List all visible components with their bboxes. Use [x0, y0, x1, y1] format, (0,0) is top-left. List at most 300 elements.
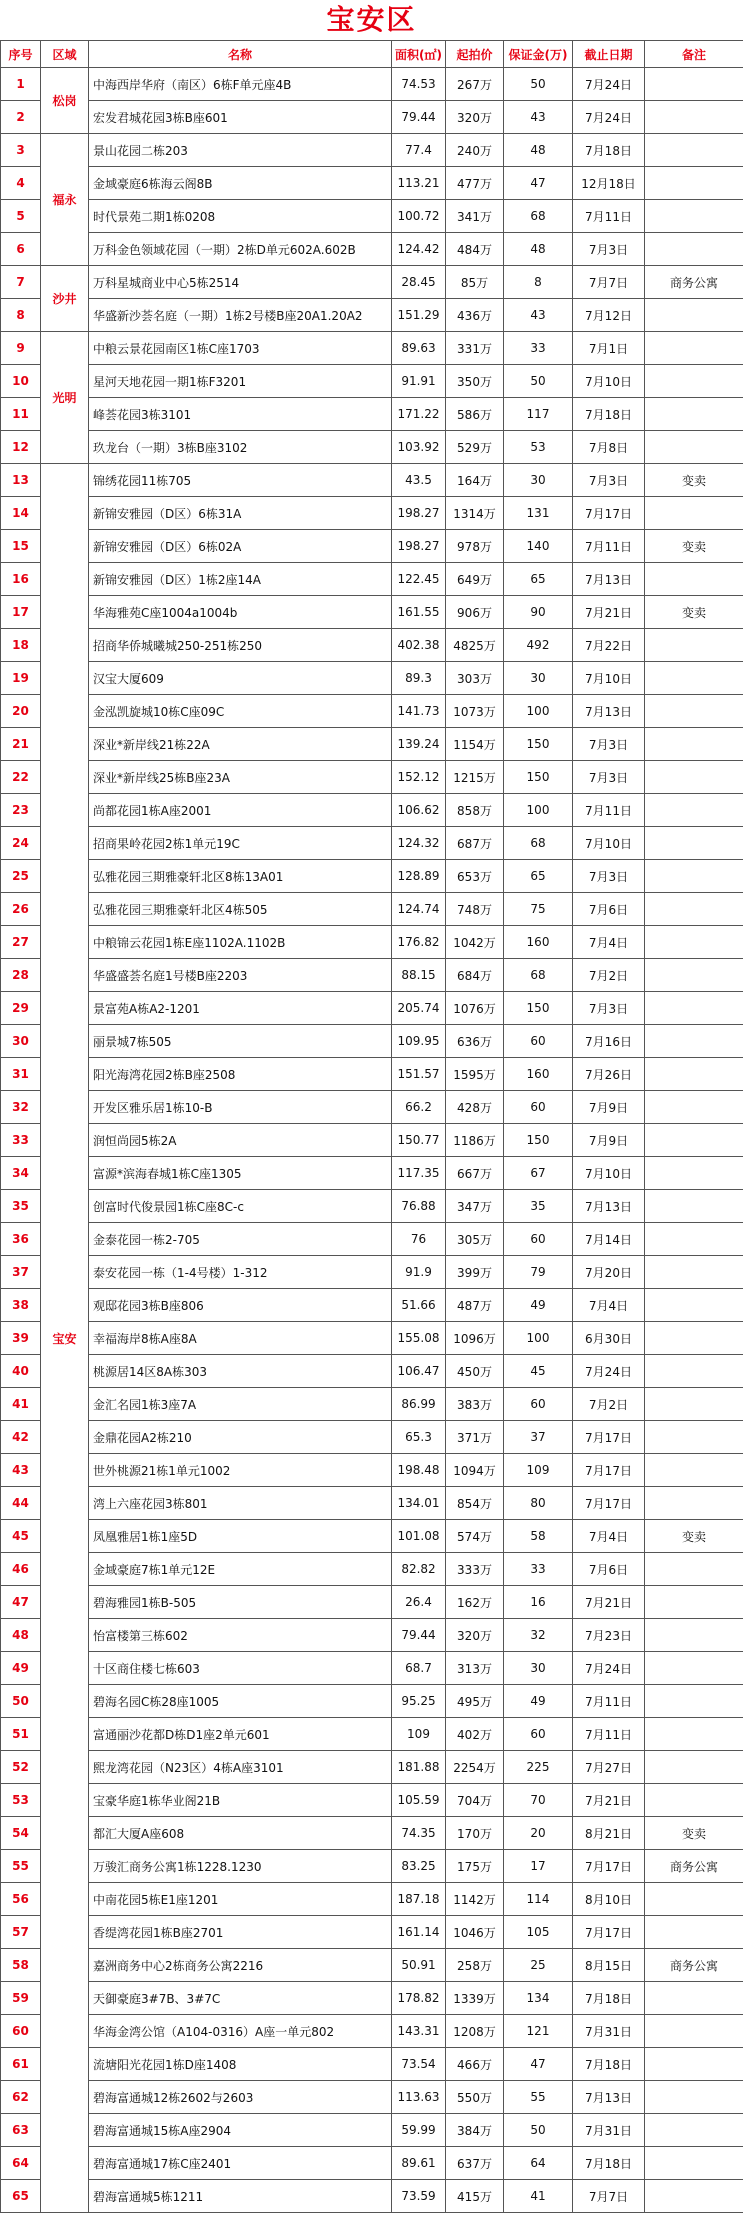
note — [645, 332, 743, 365]
table-row — [1, 1652, 743, 1685]
row-index: 38 — [1, 1289, 41, 1322]
deposit: 100 — [504, 794, 573, 827]
area: 402.38 — [392, 629, 446, 662]
row-index: 44 — [1, 1487, 41, 1520]
property-name: 金鼎花园A2栋210 — [89, 1421, 392, 1454]
start-price: 331万 — [446, 332, 504, 365]
deposit: 37 — [504, 1421, 573, 1454]
area: 100.72 — [392, 200, 446, 233]
start-price: 415万 — [446, 2180, 504, 2213]
deadline: 7月3日 — [573, 761, 645, 794]
property-name: 泰安花园一栋（1-4号楼）1-312 — [89, 1256, 392, 1289]
start-price: 649万 — [446, 563, 504, 596]
property-name: 弘雅花园三期雅豪轩北区4栋505 — [89, 893, 392, 926]
deadline: 7月13日 — [573, 2081, 645, 2114]
area: 134.01 — [392, 1487, 446, 1520]
deadline: 7月6日 — [573, 893, 645, 926]
row-index: 14 — [1, 497, 41, 530]
property-name: 碧海雅园1栋B-505 — [89, 1586, 392, 1619]
table-row — [1, 167, 743, 200]
deposit: 47 — [504, 167, 573, 200]
row-index: 48 — [1, 1619, 41, 1652]
deposit: 35 — [504, 1190, 573, 1223]
note — [645, 1025, 743, 1058]
note: 变卖 — [645, 1520, 743, 1553]
deadline: 7月4日 — [573, 1289, 645, 1322]
start-price: 1339万 — [446, 1982, 504, 2015]
row-index: 21 — [1, 728, 41, 761]
property-name: 怡富楼第三栋602 — [89, 1619, 392, 1652]
start-price: 529万 — [446, 431, 504, 464]
deposit: 50 — [504, 68, 573, 101]
area: 171.22 — [392, 398, 446, 431]
start-price: 341万 — [446, 200, 504, 233]
start-price: 1076万 — [446, 992, 504, 1025]
deadline: 8月21日 — [573, 1817, 645, 1850]
note — [645, 2015, 743, 2048]
note — [645, 1916, 743, 1949]
area: 151.57 — [392, 1058, 446, 1091]
deposit: 150 — [504, 728, 573, 761]
property-name: 开发区雅乐居1栋10-B — [89, 1091, 392, 1124]
row-index: 23 — [1, 794, 41, 827]
area: 181.88 — [392, 1751, 446, 1784]
note — [645, 2114, 743, 2147]
header-area: 面积(㎡) — [392, 41, 446, 68]
deadline: 7月17日 — [573, 1421, 645, 1454]
header-row — [1, 41, 743, 68]
area: 106.47 — [392, 1355, 446, 1388]
table-row — [1, 2114, 743, 2147]
area: 103.92 — [392, 431, 446, 464]
note — [645, 695, 743, 728]
row-index: 28 — [1, 959, 41, 992]
area: 105.59 — [392, 1784, 446, 1817]
note — [645, 2081, 743, 2114]
note — [645, 1058, 743, 1091]
property-name: 景山花园二栋203 — [89, 134, 392, 167]
table-row — [1, 2147, 743, 2180]
row-index: 34 — [1, 1157, 41, 1190]
deposit: 50 — [504, 2114, 573, 2147]
property-name: 中南花园5栋E1座1201 — [89, 1883, 392, 1916]
row-index: 41 — [1, 1388, 41, 1421]
row-index: 10 — [1, 365, 41, 398]
area: 178.82 — [392, 1982, 446, 2015]
note — [645, 1883, 743, 1916]
area: 124.32 — [392, 827, 446, 860]
deposit: 131 — [504, 497, 573, 530]
deposit: 43 — [504, 299, 573, 332]
area: 89.3 — [392, 662, 446, 695]
row-index: 50 — [1, 1685, 41, 1718]
deadline: 7月8日 — [573, 431, 645, 464]
note — [645, 1487, 743, 1520]
row-index: 64 — [1, 2147, 41, 2180]
row-index: 26 — [1, 893, 41, 926]
property-name: 十区商住楼七栋603 — [89, 1652, 392, 1685]
area: 117.35 — [392, 1157, 446, 1190]
table-row — [1, 1256, 743, 1289]
note — [645, 662, 743, 695]
property-name: 新锦安雅园（D区）6栋02A — [89, 530, 392, 563]
table-row — [1, 530, 743, 563]
area: 74.35 — [392, 1817, 446, 1850]
start-price: 162万 — [446, 1586, 504, 1619]
area: 79.44 — [392, 1619, 446, 1652]
deposit: 68 — [504, 827, 573, 860]
table-row — [1, 1619, 743, 1652]
row-index: 36 — [1, 1223, 41, 1256]
table-row — [1, 2015, 743, 2048]
note — [645, 860, 743, 893]
note — [645, 101, 743, 134]
row-index: 59 — [1, 1982, 41, 2015]
deposit: 160 — [504, 926, 573, 959]
start-price: 436万 — [446, 299, 504, 332]
note — [645, 134, 743, 167]
deposit: 47 — [504, 2048, 573, 2081]
area: 83.25 — [392, 1850, 446, 1883]
table-row — [1, 827, 743, 860]
table-row — [1, 1817, 743, 1850]
table-row — [1, 266, 743, 299]
row-index: 54 — [1, 1817, 41, 1850]
deadline: 12月18日 — [573, 167, 645, 200]
area: 51.66 — [392, 1289, 446, 1322]
deposit: 48 — [504, 233, 573, 266]
property-name: 金域豪庭7栋1单元12E — [89, 1553, 392, 1586]
note — [645, 761, 743, 794]
deposit: 150 — [504, 1124, 573, 1157]
deposit: 100 — [504, 1322, 573, 1355]
region-cell: 松岗 — [41, 68, 89, 134]
start-price: 4825万 — [446, 629, 504, 662]
row-index: 31 — [1, 1058, 41, 1091]
deadline: 7月12日 — [573, 299, 645, 332]
start-price: 484万 — [446, 233, 504, 266]
property-name: 锦绣花园11栋705 — [89, 464, 392, 497]
property-name: 中海西岸华府（南区）6栋F单元座4B — [89, 68, 392, 101]
deposit: 48 — [504, 134, 573, 167]
note — [645, 1223, 743, 1256]
deadline: 7月16日 — [573, 1025, 645, 1058]
deadline: 7月26日 — [573, 1058, 645, 1091]
note — [645, 497, 743, 530]
property-name: 新锦安雅园（D区）1栋2座14A — [89, 563, 392, 596]
deposit: 65 — [504, 860, 573, 893]
row-index: 2 — [1, 101, 41, 134]
row-index: 58 — [1, 1949, 41, 1982]
table-row — [1, 1883, 743, 1916]
start-price: 1046万 — [446, 1916, 504, 1949]
property-name: 凤凰雅居1栋1座5D — [89, 1520, 392, 1553]
deadline: 7月18日 — [573, 2048, 645, 2081]
deposit: 64 — [504, 2147, 573, 2180]
property-name: 万科金色领域花园（一期）2栋D单元602A.602B — [89, 233, 392, 266]
table-row — [1, 695, 743, 728]
start-price: 258万 — [446, 1949, 504, 1982]
deposit: 50 — [504, 365, 573, 398]
area: 106.62 — [392, 794, 446, 827]
deadline: 7月9日 — [573, 1091, 645, 1124]
area: 73.54 — [392, 2048, 446, 2081]
table-row — [1, 1553, 743, 1586]
note — [645, 1091, 743, 1124]
table-row — [1, 926, 743, 959]
table-row — [1, 497, 743, 530]
start-price: 305万 — [446, 1223, 504, 1256]
deposit: 45 — [504, 1355, 573, 1388]
area: 91.9 — [392, 1256, 446, 1289]
table-row — [1, 761, 743, 794]
row-index: 42 — [1, 1421, 41, 1454]
table-row — [1, 1685, 743, 1718]
note — [645, 2147, 743, 2180]
area: 198.27 — [392, 497, 446, 530]
deposit: 134 — [504, 1982, 573, 2015]
area: 176.82 — [392, 926, 446, 959]
property-name: 金泓凯旋城10栋C座09C — [89, 695, 392, 728]
note — [645, 1421, 743, 1454]
note — [645, 1619, 743, 1652]
property-name: 金域豪庭6栋海云阁8B — [89, 167, 392, 200]
area: 155.08 — [392, 1322, 446, 1355]
deadline: 7月20日 — [573, 1256, 645, 1289]
property-name: 丽景城7栋505 — [89, 1025, 392, 1058]
area: 89.63 — [392, 332, 446, 365]
table-row — [1, 1421, 743, 1454]
area: 65.3 — [392, 1421, 446, 1454]
start-price: 1208万 — [446, 2015, 504, 2048]
deposit: 90 — [504, 596, 573, 629]
row-index: 19 — [1, 662, 41, 695]
note: 变卖 — [645, 1817, 743, 1850]
table-row — [1, 1190, 743, 1223]
start-price: 383万 — [446, 1388, 504, 1421]
area: 59.99 — [392, 2114, 446, 2147]
row-index: 22 — [1, 761, 41, 794]
start-price: 978万 — [446, 530, 504, 563]
property-name: 尚都花园1栋A座2001 — [89, 794, 392, 827]
row-index: 11 — [1, 398, 41, 431]
start-price: 1154万 — [446, 728, 504, 761]
start-price: 450万 — [446, 1355, 504, 1388]
start-price: 2254万 — [446, 1751, 504, 1784]
deadline: 7月11日 — [573, 794, 645, 827]
row-index: 17 — [1, 596, 41, 629]
area: 109 — [392, 1718, 446, 1751]
deadline: 7月21日 — [573, 1586, 645, 1619]
row-index: 32 — [1, 1091, 41, 1124]
deposit: 30 — [504, 1652, 573, 1685]
property-name: 弘雅花园三期雅豪轩北区8栋13A01 — [89, 860, 392, 893]
start-price: 1314万 — [446, 497, 504, 530]
row-index: 12 — [1, 431, 41, 464]
note — [645, 1652, 743, 1685]
deadline: 7月18日 — [573, 134, 645, 167]
deposit: 65 — [504, 563, 573, 596]
region-cell: 光明 — [41, 332, 89, 464]
area: 124.42 — [392, 233, 446, 266]
table-row — [1, 1058, 743, 1091]
deadline: 7月7日 — [573, 266, 645, 299]
note — [645, 2048, 743, 2081]
property-name: 阳光海湾花园2栋B座2508 — [89, 1058, 392, 1091]
row-index: 61 — [1, 2048, 41, 2081]
area: 43.5 — [392, 464, 446, 497]
note: 变卖 — [645, 464, 743, 497]
row-index: 45 — [1, 1520, 41, 1553]
row-index: 51 — [1, 1718, 41, 1751]
start-price: 1215万 — [446, 761, 504, 794]
table-row — [1, 68, 743, 101]
deadline: 7月24日 — [573, 101, 645, 134]
row-index: 27 — [1, 926, 41, 959]
deadline: 7月3日 — [573, 860, 645, 893]
area: 198.48 — [392, 1454, 446, 1487]
note — [645, 827, 743, 860]
note — [645, 233, 743, 266]
table-row — [1, 1982, 743, 2015]
deposit: 32 — [504, 1619, 573, 1652]
table-row — [1, 596, 743, 629]
deposit: 150 — [504, 992, 573, 1025]
start-price: 1186万 — [446, 1124, 504, 1157]
start-price: 854万 — [446, 1487, 504, 1520]
deadline: 7月31日 — [573, 2114, 645, 2147]
start-price: 667万 — [446, 1157, 504, 1190]
deposit: 60 — [504, 1388, 573, 1421]
deadline: 7月24日 — [573, 1355, 645, 1388]
table-row — [1, 398, 743, 431]
row-index: 65 — [1, 2180, 41, 2213]
property-name: 金泰花园一栋2-705 — [89, 1223, 392, 1256]
note — [645, 1553, 743, 1586]
page-title: 宝安区 — [0, 0, 743, 40]
deadline: 6月30日 — [573, 1322, 645, 1355]
table-row — [1, 1454, 743, 1487]
note — [645, 398, 743, 431]
deadline: 7月18日 — [573, 2147, 645, 2180]
area: 109.95 — [392, 1025, 446, 1058]
header-deadline: 截止日期 — [573, 41, 645, 68]
property-name: 香缇湾花园1栋B座2701 — [89, 1916, 392, 1949]
deposit: 60 — [504, 1091, 573, 1124]
deadline: 7月3日 — [573, 728, 645, 761]
row-index: 3 — [1, 134, 41, 167]
start-price: 170万 — [446, 1817, 504, 1850]
property-name: 汉宝大厦609 — [89, 662, 392, 695]
table-row — [1, 1388, 743, 1421]
table-body — [1, 68, 743, 2213]
property-name: 中粮锦云花园1栋E座1102A.1102B — [89, 926, 392, 959]
note: 变卖 — [645, 530, 743, 563]
property-name: 桃源居14区8A栋303 — [89, 1355, 392, 1388]
table-row — [1, 1223, 743, 1256]
area: 88.15 — [392, 959, 446, 992]
property-name: 宝豪华庭1栋华业阁21B — [89, 1784, 392, 1817]
deadline: 7月31日 — [573, 2015, 645, 2048]
table-row — [1, 1124, 743, 1157]
table-row — [1, 2081, 743, 2114]
note — [645, 1355, 743, 1388]
area: 95.25 — [392, 1685, 446, 1718]
deposit: 67 — [504, 1157, 573, 1190]
deposit: 55 — [504, 2081, 573, 2114]
row-index: 30 — [1, 1025, 41, 1058]
deposit: 80 — [504, 1487, 573, 1520]
note — [645, 1124, 743, 1157]
area: 141.73 — [392, 695, 446, 728]
row-index: 1 — [1, 68, 41, 101]
deadline: 7月13日 — [573, 563, 645, 596]
note: 商务公寓 — [645, 1850, 743, 1883]
note — [645, 1685, 743, 1718]
deadline: 7月9日 — [573, 1124, 645, 1157]
start-price: 1142万 — [446, 1883, 504, 1916]
table-row — [1, 893, 743, 926]
table-row — [1, 134, 743, 167]
region-cell: 福永 — [41, 134, 89, 266]
note — [645, 893, 743, 926]
area: 76.88 — [392, 1190, 446, 1223]
note — [645, 1388, 743, 1421]
start-price: 350万 — [446, 365, 504, 398]
start-price: 333万 — [446, 1553, 504, 1586]
property-name: 金汇名园1栋3座7A — [89, 1388, 392, 1421]
deposit: 49 — [504, 1685, 573, 1718]
table-row — [1, 299, 743, 332]
deadline: 7月17日 — [573, 497, 645, 530]
row-index: 47 — [1, 1586, 41, 1619]
table-row — [1, 1025, 743, 1058]
deposit: 25 — [504, 1949, 573, 1982]
note — [645, 1289, 743, 1322]
area: 82.82 — [392, 1553, 446, 1586]
area: 68.7 — [392, 1652, 446, 1685]
row-index: 18 — [1, 629, 41, 662]
deadline: 7月1日 — [573, 332, 645, 365]
deadline: 7月7日 — [573, 2180, 645, 2213]
area: 205.74 — [392, 992, 446, 1025]
row-index: 60 — [1, 2015, 41, 2048]
area: 161.14 — [392, 1916, 446, 1949]
row-index: 24 — [1, 827, 41, 860]
start-price: 687万 — [446, 827, 504, 860]
property-name: 景富苑A栋A2-1201 — [89, 992, 392, 1025]
note — [645, 1256, 743, 1289]
area: 50.91 — [392, 1949, 446, 1982]
start-price: 1042万 — [446, 926, 504, 959]
start-price: 906万 — [446, 596, 504, 629]
note — [645, 1454, 743, 1487]
deposit: 68 — [504, 200, 573, 233]
area: 74.53 — [392, 68, 446, 101]
property-name: 熙龙湾花园（N23区）4栋A座3101 — [89, 1751, 392, 1784]
deposit: 33 — [504, 1553, 573, 1586]
table-row — [1, 662, 743, 695]
row-index: 13 — [1, 464, 41, 497]
property-name: 华海金湾公馆（A104-0316）A座一单元802 — [89, 2015, 392, 2048]
property-name: 华盛盛荟名庭1号楼B座2203 — [89, 959, 392, 992]
table-row — [1, 1355, 743, 1388]
deadline: 7月18日 — [573, 398, 645, 431]
deadline: 7月18日 — [573, 1982, 645, 2015]
area: 76 — [392, 1223, 446, 1256]
row-index: 40 — [1, 1355, 41, 1388]
deposit: 114 — [504, 1883, 573, 1916]
